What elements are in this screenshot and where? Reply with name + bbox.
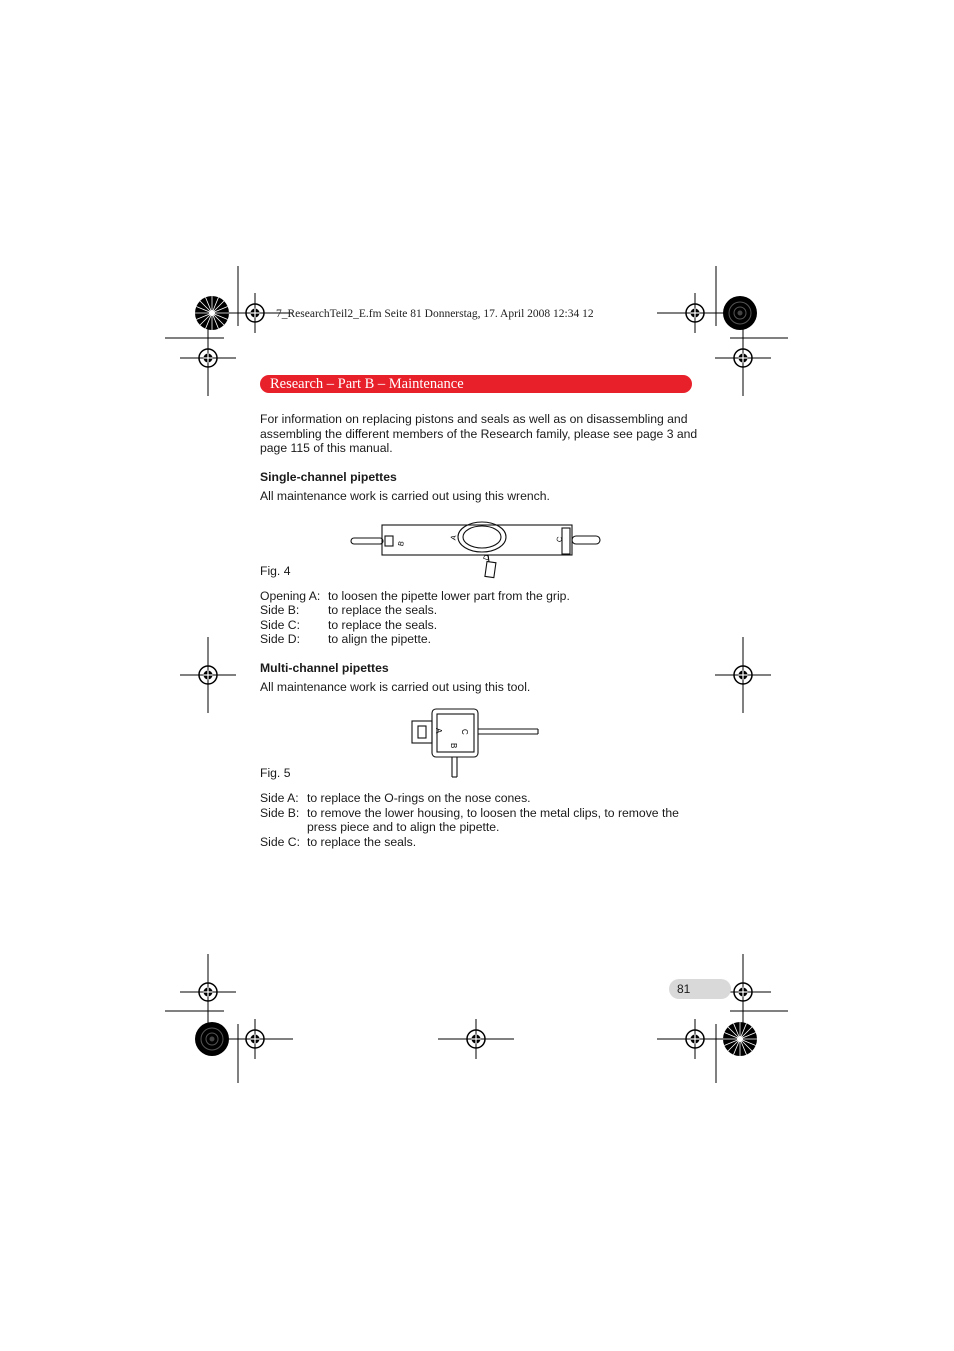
page-number: 81: [677, 982, 691, 996]
single-channel-intro: All maintenance work is carried out using this wrench.: [260, 489, 550, 503]
multi-channel-intro: All maintenance work is carried out using this tool.: [260, 680, 531, 694]
multi-item-0-term: Side A:: [260, 791, 299, 805]
page-number-tab: [669, 979, 731, 999]
single-item-1-text: to replace the seals.: [328, 603, 438, 617]
single-channel-heading: Single-channel pipettes: [260, 470, 397, 484]
single-item-2-text: to replace the seals.: [328, 618, 438, 632]
multi-item-3-term: Side C:: [260, 835, 300, 849]
multi-letter-c: C: [460, 729, 469, 735]
registration-marks: [180, 293, 771, 1059]
wrench-letter-a: A: [448, 534, 459, 541]
multi-item-1-term: Side B:: [260, 806, 300, 820]
single-item-0-text: to loosen the pipette lower part from the grip.: [328, 589, 570, 603]
starburst-marks: [195, 296, 757, 1056]
wrench-letter-b: B: [396, 540, 406, 547]
wrench-letter-d: D: [481, 553, 492, 562]
intro-paragraph: For information on replacing pistons and seals as well as on disassembling and assembling the different members of the Research family, please see page 3 and page 115 of this manual.: [260, 412, 698, 456]
multi-item-1-text: to remove the lower housing, to loosen the metal clips, to remove the: [307, 806, 679, 820]
multi-item-0-text: to replace the O-rings on the nose cones.: [307, 791, 531, 805]
multi-letter-a: A: [434, 728, 443, 734]
multi-letter-b: B: [449, 743, 458, 749]
multi-tool-figure: [408, 705, 542, 781]
multi-item-2-text: press piece and to align the pipette.: [307, 820, 500, 834]
single-item-3-text: to align the pipette.: [328, 632, 431, 646]
multi-item-3-text: to replace the seals.: [307, 835, 417, 849]
wrench-letter-c: C: [554, 535, 565, 543]
section-title: Research – Part B – Maintenance: [270, 376, 464, 392]
single-item-2-term: Side C:: [260, 618, 300, 632]
fig-4-label: Fig. 4: [260, 564, 291, 578]
single-item-1-term: Side B:: [260, 603, 300, 617]
single-item-0-term: Opening A:: [260, 589, 321, 603]
print-info-header: 7_ResearchTeil2_E.fm Seite 81 Donnerstag, 17. April 2008 12:34 12: [276, 308, 594, 320]
fig-5-label: Fig. 5: [260, 766, 291, 780]
section-title-bar: [260, 375, 692, 393]
single-item-3-term: Side D:: [260, 632, 300, 646]
wrench-figure: [348, 518, 604, 580]
multi-channel-heading: Multi-channel pipettes: [260, 661, 389, 675]
